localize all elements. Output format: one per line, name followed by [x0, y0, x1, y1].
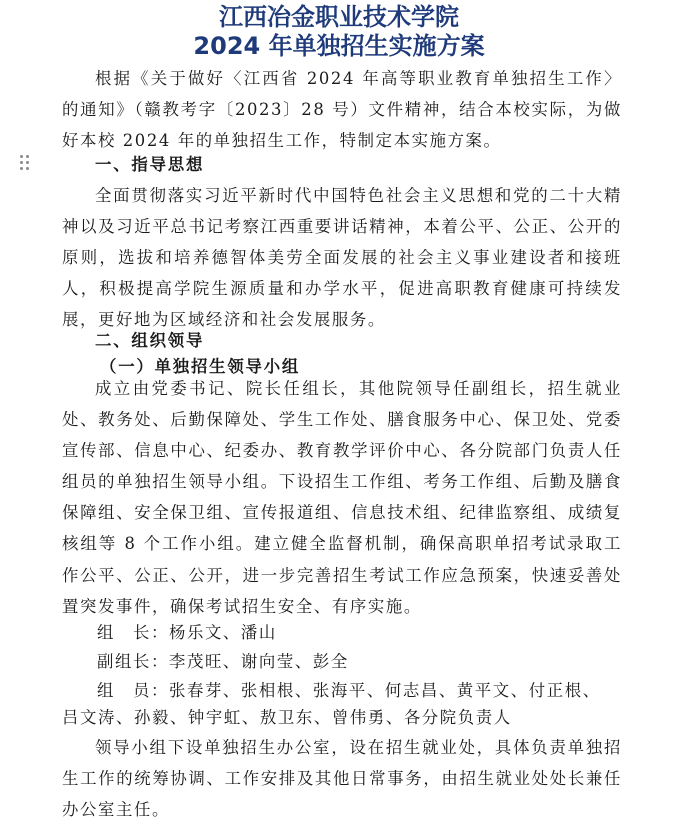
admission-office-paragraph: 领导小组下设单独招生办公室，设在招生就业处，具体负责单独招生工作的统筹协调、工作安排及其他日常事务，由招生就业处处长兼任办公室主任。: [62, 738, 622, 820]
deputy-leader-line: 副组长：李茂旺、谢向莹、彭全: [97, 652, 349, 671]
document-subtitle: 2024 年单独招生实施方案: [193, 32, 485, 60]
intro-paragraph: 根据《关于做好〈江西省 2024 年高等职业教育单独招生工作〉的通知》（赣教考字〔2023〕28 号）文件精神，结合本校实际，为做好本校 2024 年的单独招生工作，特制定本实施方案。: [62, 69, 622, 151]
section-heading-organization: 二、组织领导: [95, 331, 205, 350]
leading-group-paragraph: 成立由党委书记、院长任组长，其他院领导任副组长，招生就业处、教务处、后勤保障处、学生工作处、膳食服务中心、保卫处、党委宣传部、信息中心、纪委办、教育教学评价中心、各分院部门负责人任组员的单独招生领导小组。下设招生工作组、考务工作组、后勤及膳食保障组、安全保卫组、宣传报道组、信息技术组、纪律监察组、成绩复核组等 8 个工作小组。建立健全监督机制，确保高职单招考试录取工作公平、公正、公开，进一步完善招生考试工作应急预案，快速妥善处置突发事件，确保考试招生安全、有序实施。: [62, 379, 622, 616]
group-leader-line: 组 长：杨乐文、潘山: [97, 623, 277, 642]
section-heading-guiding-ideology: 一、指导思想: [95, 155, 205, 174]
guiding-ideology-paragraph: 全面贯彻落实习近平新时代中国特色社会主义思想和党的二十大精神以及习近平总书记考察江西重要讲话精神，本着公平、公正、公开的原则，选拔和培养德智体美劳全面发展的社会主义事业建设者和接班人，积极提高学院生源质量和办学水平，促进高职教育健康可持续发展，更好地为区域经济和社会发展服务。: [62, 186, 622, 330]
members-line-continued: 吕文涛、孙毅、钟宇虹、敖卫东、曾伟勇、各分院负责人: [62, 708, 512, 727]
members-line: 组 员：张春芽、张相根、张海平、何志昌、黄平文、付正根、: [97, 681, 601, 700]
document-title: 江西冶金职业技术学院: [219, 3, 459, 31]
subsection-heading-leading-group: （一）单独招生领导小组: [100, 357, 301, 376]
drag-handle-icon[interactable]: [19, 154, 31, 172]
